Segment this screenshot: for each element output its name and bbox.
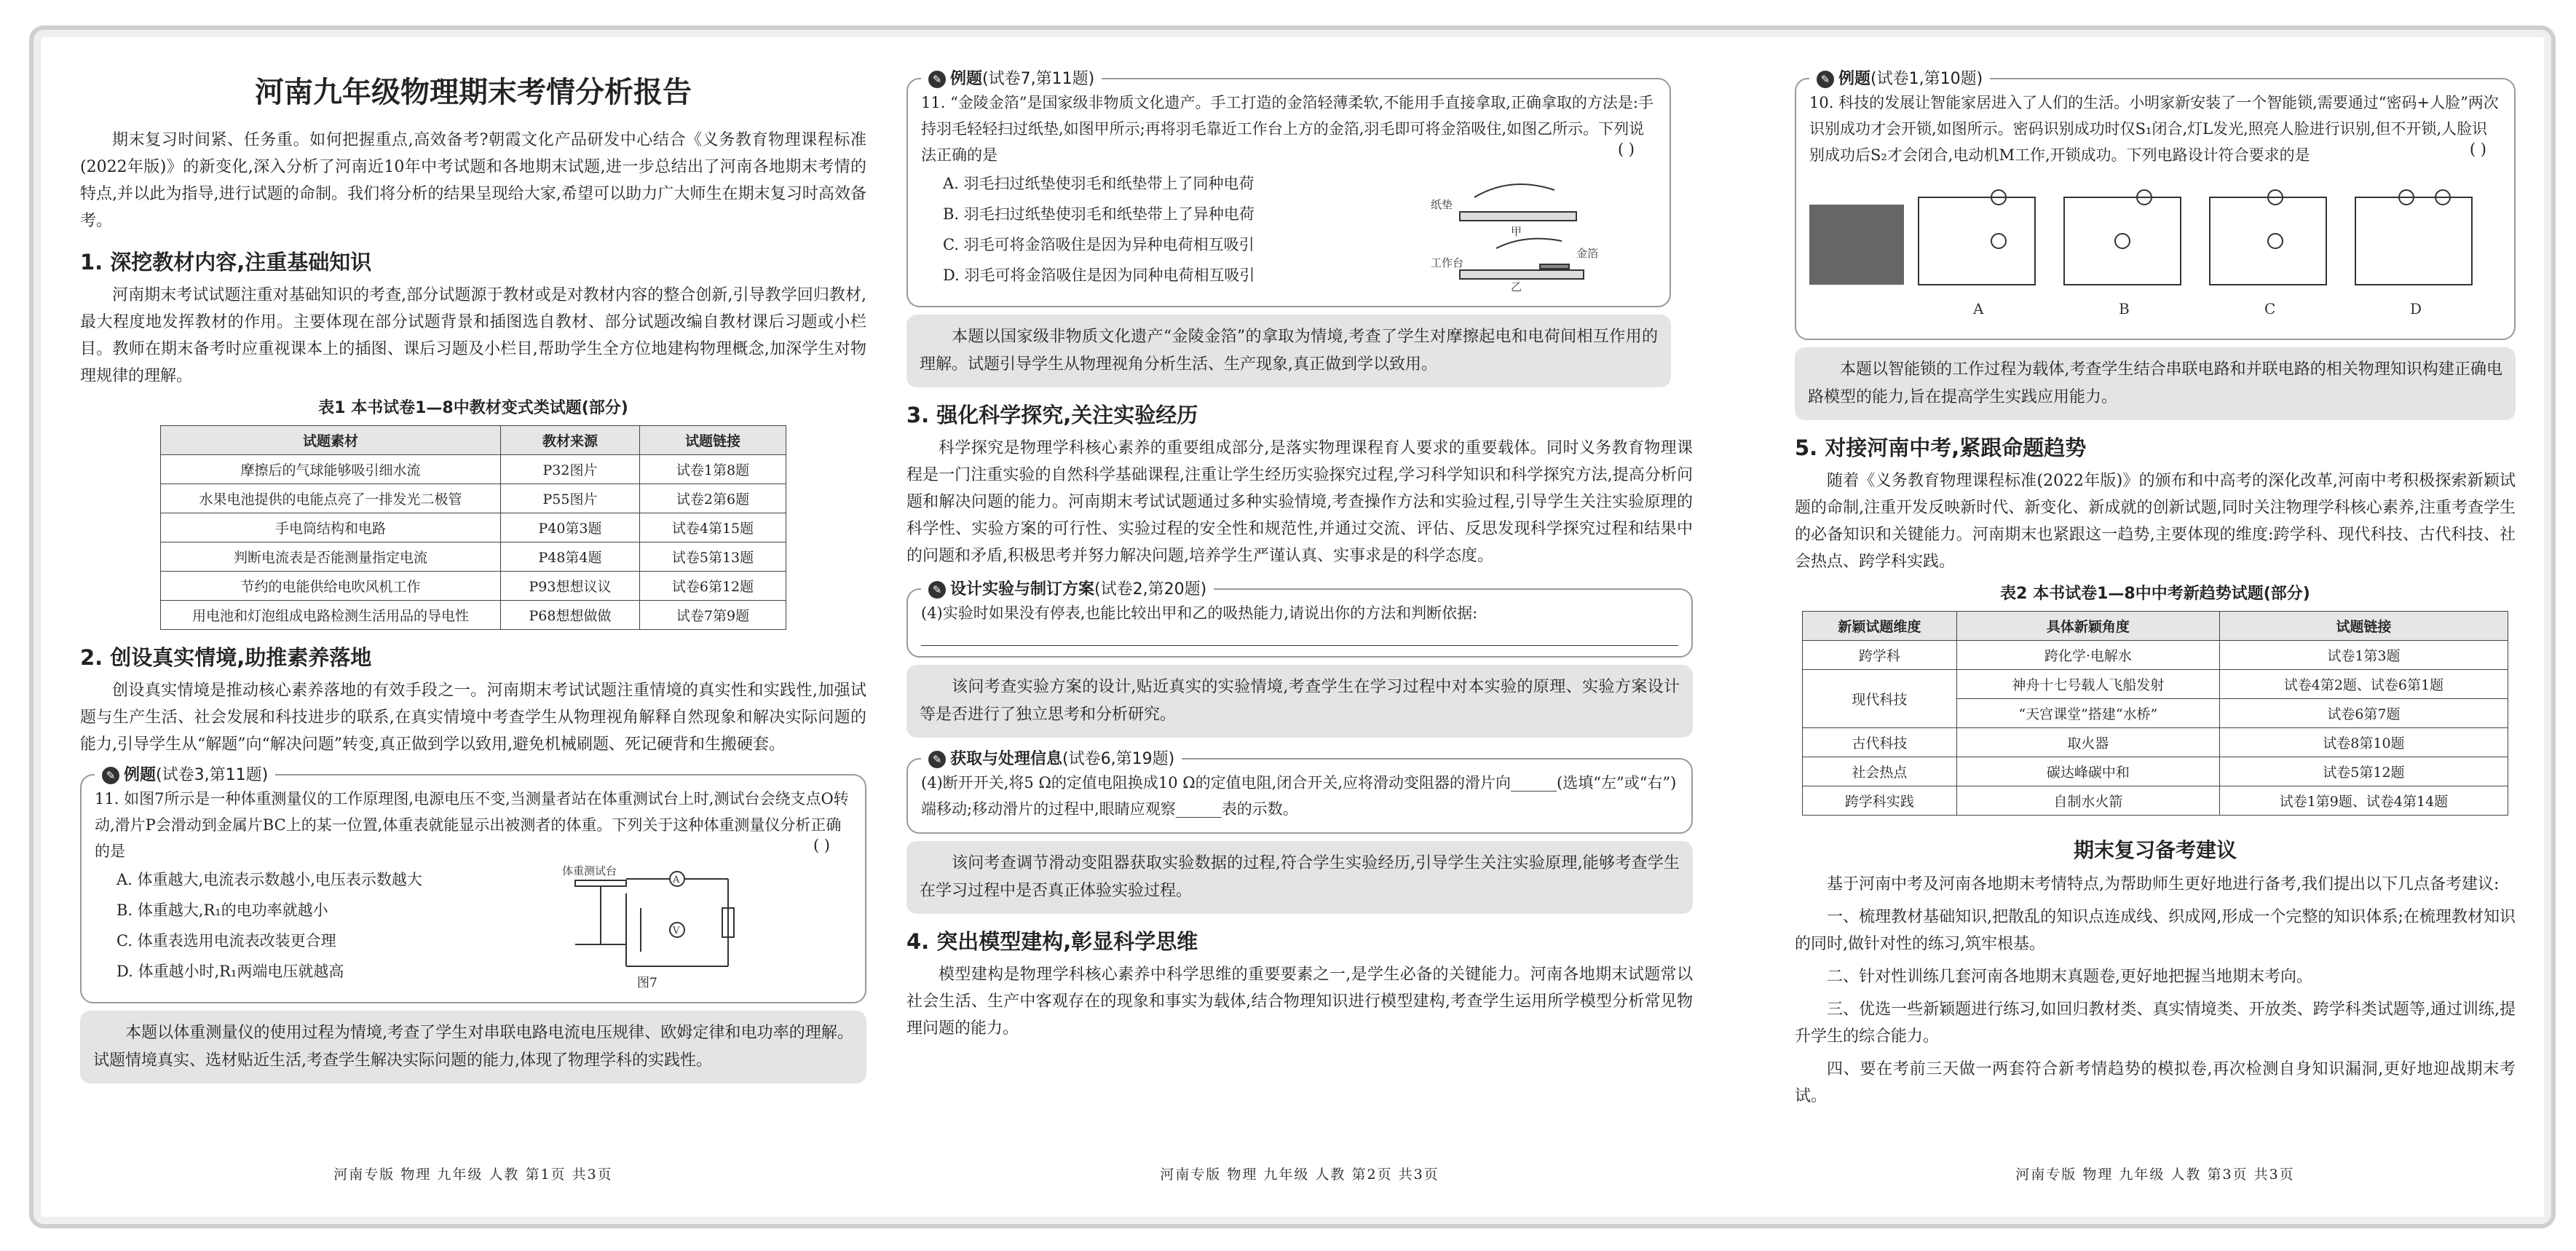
table-cell: 试卷5第12题 <box>2219 757 2508 786</box>
table-row <box>161 572 786 601</box>
table-row <box>161 455 786 484</box>
table-cell: 用电池和灯泡组成电路检测生活用品的导电性 <box>161 601 501 630</box>
option-a: A. 体重越大,电流表示数越小,电压表示数越大 <box>116 871 422 888</box>
example-label: ✎ 例题(试卷7,第11题) <box>921 66 1102 89</box>
figure-label: 体重测试台 <box>562 864 617 877</box>
page-footer: 河南专版 物理 九年级 人教 第2页 共3页 <box>1160 1167 1439 1183</box>
face-recognition-photo <box>1809 205 1904 285</box>
example-box <box>80 766 866 1003</box>
section-2-body: 创设真实情境是推动核心素养落地的有效手段之一。河南期末考试试题注重情境的真实性和实践性,加强试题与生产生活、社会发展和科技进步的联系,在真实情境中考查学生从物理视角解释自然现象和解决实际问题的能力,引导学生从“解题”向“解决问题”转变,真正做到学以致用,避免机械刷题、死记硬背和生搬硬套。 <box>80 682 866 754</box>
figure-label: 乙 <box>1511 280 1522 292</box>
table-cell: 试卷1第3题 <box>2219 641 2508 670</box>
answer-line <box>921 629 1678 646</box>
page-3 <box>1795 69 2516 1183</box>
table-1 <box>160 425 786 630</box>
page-2 <box>906 69 1693 1183</box>
example-question: 11. “金陵金箔”是国家级非物质文化遗产。手工打造的金箔轻薄柔软,不能用手直接拿取,正确拿取的方法是:手持羽毛轻轻扫过纸垫,如图甲所示;再将羽毛靠近工作台上方的金箔,羽毛即可将金箔吸住,如图乙所示。下列说法正确的是 <box>921 94 1654 164</box>
table-row <box>1803 786 2508 816</box>
table-2 <box>1802 611 2508 816</box>
table-row <box>1803 757 2508 786</box>
table-cell: 试卷1第9题、试卷4第14题 <box>2219 786 2508 816</box>
advice-item: 二、针对性训练几套河南各地期末真题卷,更好地把握当地期末考向。 <box>1827 968 2312 986</box>
table-header: 具体新颖角度 <box>1956 612 2219 641</box>
table-row <box>161 601 786 630</box>
table-cell: P55图片 <box>501 484 640 513</box>
svg-text:V: V <box>673 926 680 936</box>
table-cell: P93想想议议 <box>501 572 640 601</box>
table-cell: 跨学科 <box>1803 641 1957 670</box>
option-b: B. 体重越大,R₁的电功率就越小 <box>116 901 328 919</box>
table-row <box>161 513 786 542</box>
option-a: A. 羽毛扫过纸垫使羽毛和纸垫带上了同种电荷 <box>943 175 1255 192</box>
gold-leaf-figure <box>1431 168 1620 292</box>
figure-caption: 图7 <box>637 976 657 990</box>
example-box <box>1795 70 2516 340</box>
figure-label: 甲 <box>1511 225 1522 238</box>
table-row <box>1803 641 2508 670</box>
box-label: ✎ 获取与处理信息(试卷6,第19题) <box>921 746 1182 769</box>
table-2-caption: 表2 本书试卷1—8中中考新趋势试题(部分) <box>2000 585 2310 603</box>
example-comment: 本题以国家级非物质文化遗产“金陵金箔”的拿取为情境,考查了学生对摩擦起电和电荷间相互作用的理解。试题引导学生从物理视角分析生活、生产现象,真正做到学以致用。 <box>906 315 1671 387</box>
box-question: (4)实验时如果没有停表,也能比较出甲和乙的吸热能力,请说出你的方法和判断依据: <box>921 604 1478 622</box>
pen-icon: ✎ <box>928 751 946 768</box>
option-d: D. 体重越小时,R₁两端电压就越高 <box>116 963 344 980</box>
table-cell: 试卷8第10题 <box>2219 728 2508 757</box>
table-cell: 跨学科实践 <box>1803 786 1957 816</box>
figure-label: 工作台 <box>1431 256 1464 269</box>
section-1-body: 河南期末考试试题注重对基础知识的考查,部分试题源于教材或是对教材内容的整合创新,引导教学回归教材,最大程度地发挥教材的作用。主要体现在部分试题背景和插图选自教材、部分试题改编自教材课后习题或小栏目。教师在期末备考时应重视课本上的插图、课后习题及小栏目,帮助学生全方位地建构物理概念,加深学生对物理规律的理解。 <box>80 286 866 385</box>
table-header: 试题链接 <box>640 426 786 455</box>
table-cell: 水果电池提供的电能点亮了一排发光二极管 <box>161 484 501 513</box>
scale-circuit-figure <box>561 864 750 981</box>
table-cell: 古代科技 <box>1803 728 1957 757</box>
table-1-caption: 表1 本书试卷1—8中教材变式类试题(部分) <box>318 399 628 417</box>
table-cell: 试卷1第8题 <box>640 455 786 484</box>
circuit-label-d: D <box>2410 300 2422 317</box>
example-question: 11. 如图7所示是一种体重测量仪的工作原理图,电源电压不变,当测量者站在体重测试台上时,测试台会绕支点O转动,滑片P会滑动到金属片BC上的某一位置,体重表就能显示出被测者的体重。下列关于这种体重测量仪分析正确的是 <box>95 790 849 860</box>
example-comment: 本题以智能锁的工作过程为载体,考查学生结合串联电路和并联电路的相关物理知识构建正确电路模型的能力,旨在提高学生实践应用能力。 <box>1795 347 2516 420</box>
advice-item: 一、梳理教材基础知识,把散乱的知识点连成线、织成网,形成一个完整的知识体系;在梳理教材知识的同时,做针对性的练习,筑牢根基。 <box>1795 908 2516 953</box>
circuit-label-c: C <box>2264 300 2276 317</box>
advice-title: 期末复习备考建议 <box>2073 838 2237 862</box>
pen-icon: ✎ <box>1817 71 1834 88</box>
table-cell: 试卷4第15题 <box>640 513 786 542</box>
table-cell: 试卷7第9题 <box>640 601 786 630</box>
report-title: 河南九年级物理期末考情分析报告 <box>255 76 692 109</box>
table-header: 新颖试题维度 <box>1803 612 1957 641</box>
table-cell: “天宫课堂”搭建“水桥” <box>1956 699 2219 728</box>
circuit-label-b: B <box>2119 300 2130 317</box>
section-2-title: 2. 创设真实情境,助推素养落地 <box>80 645 372 670</box>
section-3-title: 3. 强化科学探究,关注实验经历 <box>906 403 1198 427</box>
svg-text:A: A <box>673 875 680 885</box>
advice-item: 三、优选一些新颖题进行练习,如回归教材类、真实情境类、开放类、跨学科类试题等,通过训练,提升学生的综合能力。 <box>1795 1001 2516 1046</box>
section-3-body: 科学探究是物理学科核心素养的重要组成部分,是落实物理课程育人要求的重要载体。同时义务教育物理课程是一门注重实验的自然科学基础课程,注重让学生经历实验探究过程,学习科学知识和科学探究方法,提高分析问题和解决问题的能力。河南期末考试试题通过多种实验情境,考查操作方法和实验过程,引导学生关注实验原理的科学性、实验方案的可行性、实验过程的安全性和规范性,并通过交流、评估、反思发现科学探究过程和结果中的问题和矛盾,积极思考并努力解决问题,培养学生严谨认真、实事求是的科学态度。 <box>906 439 1693 565</box>
table-cell: 试卷6第12题 <box>640 572 786 601</box>
table-cell: 社会热点 <box>1803 757 1957 786</box>
data-processing-box <box>906 750 1693 834</box>
page-footer: 河南专版 物理 九年级 人教 第3页 共3页 <box>2015 1167 2295 1183</box>
page-1 <box>80 69 866 1183</box>
section-5-body: 随着《义务教育物理课程标准(2022年版)》的颁布和中高考的深化改革,河南中考积极探索新颖试题的命制,注重开发反映新时代、新变化、新成就的创新试题,同时关注物理学科核心素养,注重考查学生的必备知识和关键能力。河南期末也紧跟这一趋势,主要体现的维度:跨学科、现代科技、古代科技、社会热点、跨学科实践。 <box>1795 472 2516 571</box>
table-cell: 碳达峰碳中和 <box>1956 757 2219 786</box>
table-header: 试题链接 <box>2219 612 2508 641</box>
table-row <box>1803 670 2508 699</box>
example-label: ✎ 例题(试卷1,第10题) <box>1809 66 1990 89</box>
pen-icon: ✎ <box>928 581 946 599</box>
answer-paren: ( ) <box>813 837 830 854</box>
circuit-options-figure <box>1911 183 2494 328</box>
answer-paren: ( ) <box>1617 141 1635 158</box>
table-cell: 试卷6第7题 <box>2219 699 2508 728</box>
page-footer: 河南专版 物理 九年级 人教 第1页 共3页 <box>333 1167 613 1183</box>
pen-icon: ✎ <box>928 71 946 88</box>
section-5-title: 5. 对接河南中考,紧跟命题趋势 <box>1795 435 2087 460</box>
intro-paragraph: 期末复习时间紧、任务重。如何把握重点,高效备考?朝霞文化产品研发中心结合《义务教育物理课程标准(2022年版)》的新变化,深入分析了河南近10年中考试题和各地期末试题,进一步总结出了河南各地期末考情的特点,并以此为指导,进行试题的命制。我们将分析的结果呈现给大家,希望可以助力广大师生在期末复习时高效备考。 <box>80 131 866 230</box>
table-cell: 试卷5第13题 <box>640 542 786 572</box>
table-cell: P48第4题 <box>501 542 640 572</box>
section-4-title: 4. 突出模型建构,彰显科学思维 <box>906 929 1198 954</box>
table-cell: P68想想做做 <box>501 601 640 630</box>
advice-intro: 基于河南中考及河南各地期末考情特点,为帮助师生更好地进行备考,我们提出以下几点备考建议: <box>1827 875 2500 893</box>
table-header: 试题素材 <box>161 426 501 455</box>
example-label: ✎ 例题(试卷3,第11题) <box>95 762 275 785</box>
box-comment: 该问考查调节滑动变阻器获取实验数据的过程,符合学生实验经历,引导学生关注实验原理,能够考查学生在学习过程中是否真正体验实验过程。 <box>906 841 1693 914</box>
table-header: 教材来源 <box>501 426 640 455</box>
figure-label: 纸垫 <box>1431 198 1453 211</box>
table-cell: 试卷2第6题 <box>640 484 786 513</box>
section-1-title: 1. 深挖教材内容,注重基础知识 <box>80 250 372 275</box>
table-cell: 自制水火箭 <box>1956 786 2219 816</box>
table-row <box>161 542 786 572</box>
option-b: B. 羽毛扫过纸垫使羽毛和纸垫带上了异种电荷 <box>943 205 1255 223</box>
example-question: 10. 科技的发展让智能家居进入了人们的生活。小明家新安装了一个智能锁,需要通过“密码+人脸”两次识别成功才会开锁,如图所示。密码识别成功时仅S₁闭合,灯L发光,照亮人脸进行识别,但不开锁,人脸识别成功后S₂才会闭合,电动机M工作,开锁成功。下列电路设计符合要求的是 <box>1809 94 2499 164</box>
table-cell: 手电筒结构和电路 <box>161 513 501 542</box>
circuit-label-a: A <box>1973 300 1984 317</box>
box-label: ✎ 设计实验与制订方案(试卷2,第20题) <box>921 577 1214 599</box>
section-4-body: 模型建构是物理学科核心素养中科学思维的重要要素之一,是学生必备的关键能力。河南各地期末试题常以社会生活、生产中客观存在的现象和事实为载体,结合物理知识进行模型建构,考查学生运用所学模型分析常见物理问题的能力。 <box>906 966 1693 1038</box>
table-cell: 取火器 <box>1956 728 2219 757</box>
figure-label: 金箔 <box>1576 247 1599 260</box>
table-cell: 试卷4第2题、试卷6第1题 <box>2219 670 2508 699</box>
box-question: (4)断开开关,将5 Ω的定值电阻换成10 Ω的定值电阻,闭合开关,应将滑动变阻器的滑片向______(选填“左”或“右”)端移动;移动滑片的过程中,眼睛应观察______表的示数。 <box>921 774 1677 818</box>
box-comment: 该问考查实验方案的设计,贴近真实的实验情境,考查学生在学习过程中对本实验的原理、实验方案设计等是否进行了独立思考和分析研究。 <box>906 665 1693 738</box>
table-cell: 节约的电能供给电吹风机工作 <box>161 572 501 601</box>
pen-icon: ✎ <box>102 767 119 784</box>
table-cell: 跨化学·电解水 <box>1956 641 2219 670</box>
table-cell: 神舟十七号载人飞船发射 <box>1956 670 2219 699</box>
option-c: C. 体重表选用电流表改装更合理 <box>116 932 336 950</box>
table-cell: 摩擦后的气球能够吸引细水流 <box>161 455 501 484</box>
table-cell: P40第3题 <box>501 513 640 542</box>
table-cell: 判断电流表是否能测量指定电流 <box>161 542 501 572</box>
experiment-design-box <box>906 580 1693 658</box>
example-comment: 本题以体重测量仪的使用过程为情境,考查了学生对串联电路电流电压规律、欧姆定律和电功率的理解。试题情境真实、选材贴近生活,考查学生解决实际问题的能力,体现了物理学科的实践性。 <box>80 1011 866 1084</box>
option-c: C. 羽毛可将金箔吸住是因为异种电荷相互吸引 <box>943 236 1255 253</box>
option-d: D. 羽毛可将金箔吸住是因为同种电荷相互吸引 <box>943 267 1255 284</box>
table-row <box>1803 728 2508 757</box>
table-cell: 现代科技 <box>1803 670 1957 728</box>
advice-item: 四、要在考前三天做一两套符合新考情趋势的模拟卷,再次检测自身知识漏洞,更好地迎战期末考试。 <box>1795 1060 2516 1105</box>
table-row <box>161 484 786 513</box>
table-cell: P32图片 <box>501 455 640 484</box>
example-box <box>906 70 1671 307</box>
answer-paren: ( ) <box>2469 141 2486 158</box>
